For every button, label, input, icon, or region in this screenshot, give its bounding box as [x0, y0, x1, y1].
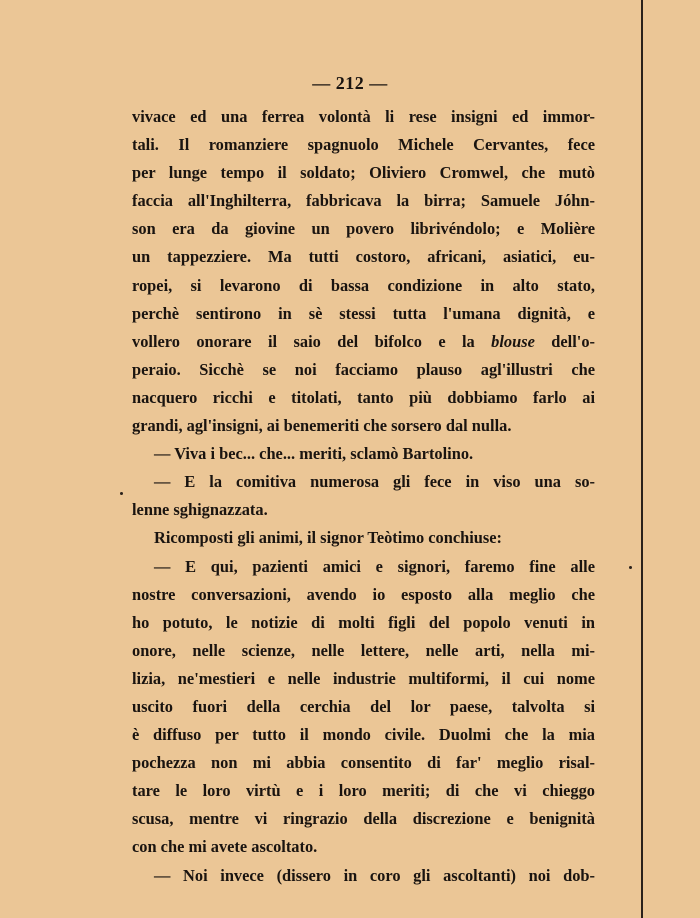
print-speck: [629, 566, 632, 569]
text-line: nacquero ricchi e titolati, tanto più dobbiamo farlo ai: [132, 387, 595, 407]
page-edge-rule: [641, 0, 643, 918]
text-line: faccia all'Inghilterra, fabbricava la birra; Samuele Jóhn-: [132, 191, 595, 211]
text-line: — Viva i bec... che... meriti, sclamò Bartolino.: [154, 444, 474, 464]
text-line: Ricomposti gli animi, il signor Teòtimo conchiuse:: [154, 528, 503, 548]
text-line: per lunge tempo il soldato; Oliviero Cromwel, che mutò: [132, 163, 595, 183]
text-line: perchè sentirono in sè stessi tutta l'umana dignità, e: [132, 303, 595, 323]
page-number: — 212 —: [312, 73, 388, 93]
text-line: ropei, si levarono di bassa condizione in alto stato,: [132, 275, 595, 295]
text-line: con che mi avete ascoltato.: [132, 837, 318, 857]
text-line: tare le loro virtù e i loro meriti; di che vi chieggo: [132, 781, 595, 801]
text-line: tali. Il romanziere spagnuolo Michele Cervantes, fece: [132, 135, 595, 155]
text-line: — Noi invece (dissero in coro gli ascoltanti) noi dob-: [154, 865, 595, 885]
text-line: vivace ed una ferrea volontà li rese insigni ed immor-: [132, 107, 595, 126]
text-line: vollero onorare il saio del bifolco e la blouse dell'o-: [132, 331, 595, 351]
italic-word: blouse: [491, 331, 535, 351]
text-line: lenne sghignazzata.: [132, 500, 268, 520]
text-line: peraio. Sicchè se noi facciamo plauso agl'illustri che: [132, 359, 595, 379]
text-line: nostre conversazioni, avendo io esposto alla meglio che: [132, 584, 595, 604]
text-line: onore, nelle scienze, nelle lettere, nelle arti, nella mi-: [132, 640, 595, 660]
text-line: è diffuso per tutto il mondo civile. Duolmi che la mia: [132, 725, 595, 745]
text-line: un tappezziere. Ma tutti costoro, africani, asiatici, eu-: [132, 247, 595, 267]
text-line: — E la comitiva numerosa gli fece in viso una so-: [154, 472, 595, 492]
text-line: ho potuto, le notizie di molti figli del popolo venuti in: [132, 612, 595, 632]
text-line: scusa, mentre vi ringrazio della discrezione e benignità: [132, 809, 595, 829]
text-line: son era da giovine un povero librivéndolo; e Molière: [132, 219, 595, 239]
text-line: lizia, ne'mestieri e nelle industrie multiformi, il cui nome: [132, 668, 595, 688]
text-line: uscito fuori della cerchia del lor paese, talvolta si: [132, 696, 595, 716]
body-text: [132, 103, 595, 890]
text-line: pochezza non mi abbia consentito di far' meglio risal-: [132, 753, 595, 773]
text-line: grandi, agl'insigni, ai benemeriti che sorsero dal nulla.: [132, 416, 512, 436]
text-line: — E qui, pazienti amici e signori, faremo fine alle: [154, 556, 595, 576]
print-speck: [120, 492, 123, 495]
